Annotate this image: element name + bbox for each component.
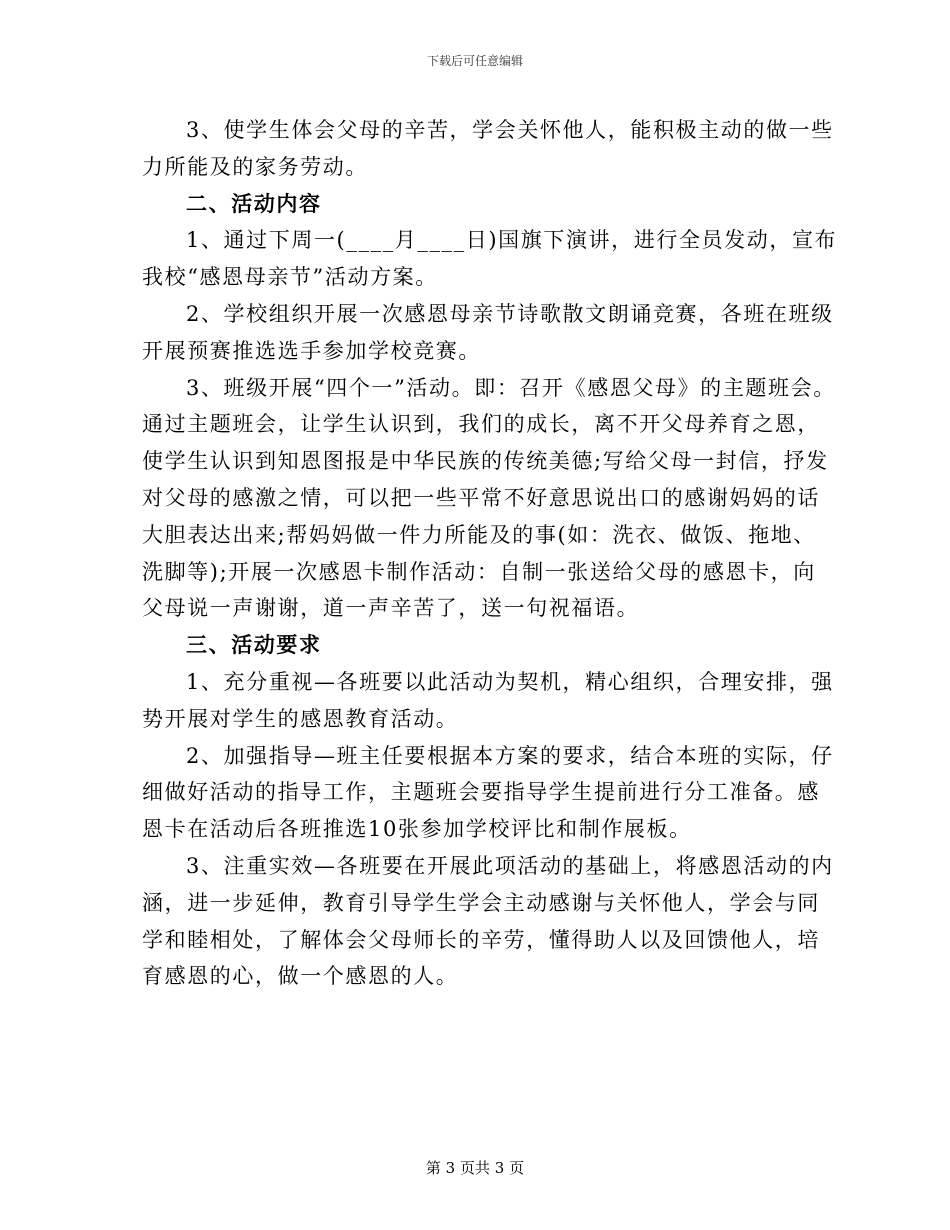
text-line: 涵，进一步延伸，教育引导学生学会主动感谢与关怀他人，学会与同 [142,890,820,915]
text-line: 洗脚等);开展一次感恩卡制作活动：自制一张送给父母的感恩卡，向 [142,559,816,584]
text-line: 势开展对学生的感恩教育活动。 [142,706,459,731]
text-line: 父母说一声谢谢，道一声辛苦了，送一句祝福语。 [142,596,640,621]
text-line: 大胆表达出来;帮妈妈做一件力所能及的事(如：洗衣、做饭、拖地、 [142,522,816,547]
section-heading: 三、活动要求 [186,632,322,658]
text-line: 3、班级开展“四个一”活动。即：召开《感恩父母》的主题班会。 [186,375,836,400]
page-header: 下载后可任意编辑 [426,54,523,68]
text-line: 学和睦相处，了解体会父母师长的辛劳，懂得助人以及回馈他人，培 [142,927,820,952]
text-line: 2、加强指导—班主任要根据本方案的要求，结合本班的实际，仔 [186,743,834,768]
text-line: 对父母的感激之情，可以把一些平常不好意思说出口的感谢妈妈的话 [142,485,820,510]
text-line: 2、学校组织开展一次感恩母亲节诗歌散文朗诵竞赛，各班在班级 [186,301,834,326]
text-line: 通过主题班会，让学生认识到，我们的成长，离不开父母养育之恩， [142,412,820,437]
section-heading: 二、活动内容 [186,190,322,216]
text-line: 恩卡在活动后各班推选10张参加学校评比和制作展板。 [142,817,692,842]
page-footer: 第 3 页共 3 页 [425,1159,525,1177]
text-line: 1、通过下周一(____月____日)国旗下演讲，进行全员发动，宣布 [186,228,838,253]
text-line: 使学生认识到知恩图报是中华民族的传统美德;写给父母一封信，抒发 [142,449,829,474]
text-line: 育感恩的心，做一个感恩的人。 [142,964,459,989]
document-body [142,112,838,995]
text-line: 开展预赛推选选手参加学校竞赛。 [142,338,481,363]
text-line: 3、使学生体会父母的辛苦，学会关怀他人，能积极主动的做一些 [186,118,834,142]
text-line: 我校“感恩母亲节”活动方案。 [142,265,438,290]
text-line: 1、充分重视—各班要以此活动为契机，精心组织，合理安排，强 [186,669,834,694]
text-line: 力所能及的家务劳动。 [142,154,368,179]
text-line: 3、注重实效—各班要在开展此项活动的基础上，将感恩活动的内 [186,853,834,878]
text-line: 细做好活动的指导工作，主题班会要指导学生提前进行分工准备。感 [142,780,820,805]
